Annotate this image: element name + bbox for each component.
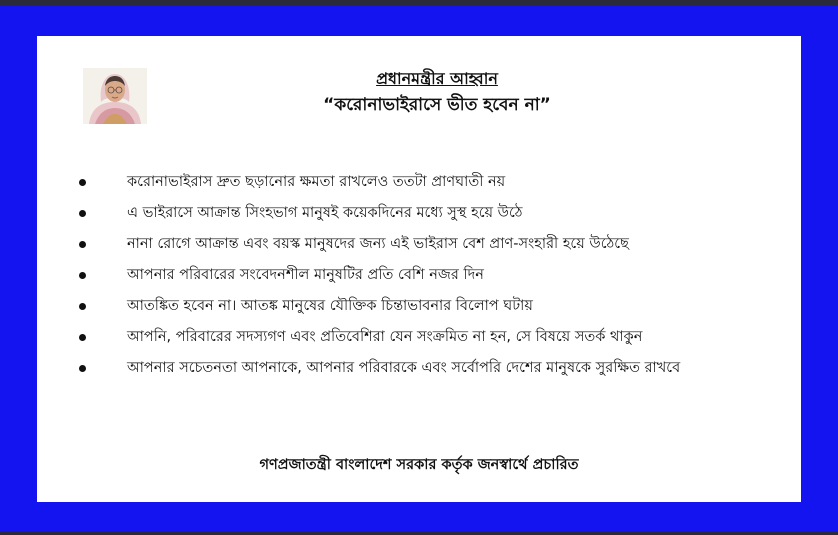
page-title: প্রধানমন্ত্রীর আহ্বান (376, 69, 498, 88)
title-block (237, 68, 637, 118)
notice-card (37, 36, 801, 502)
advice-list (77, 170, 777, 387)
bullet-dot-icon (79, 334, 86, 341)
portrait-image (83, 68, 147, 124)
portrait-illustration (83, 68, 147, 124)
list-item-text: আপনার পরিবারের সংবেদনশীল মানুষটির প্রতি বেশি নজর দিন (127, 267, 484, 283)
list-item (77, 356, 777, 380)
list-item-text: আপনার সচেতনতা আপনাকে, আপনার পরিবারকে এবং সর্বোপরি দেশের মানুষকে সুরক্ষিত রাখবে (127, 360, 681, 376)
list-item (77, 294, 777, 318)
list-item (77, 232, 777, 256)
bullet-dot-icon (79, 179, 86, 186)
list-item-text: আপনি, পরিবারের সদস্যগণ এবং প্রতিবেশিরা যেন সংক্রমিত না হন, সে বিষয়ে সতর্ক থাকুন (127, 329, 643, 345)
top-edge-strip (0, 0, 838, 6)
list-item (77, 201, 777, 225)
footer-credit: গণপ্রজাতন্ত্রী বাংলাদেশ সরকার কর্তৃক জনস্বার্থে প্রচারিত (259, 457, 579, 473)
list-item (77, 170, 777, 194)
list-item-text: আতঙ্কিত হবেন না। আতঙ্ক মানুষের যৌক্তিক চিন্তাভাবনার বিলোপ ঘটায় (127, 298, 533, 314)
page-subtitle: “করোনাভাইরাসে ভীত হবেন না” (323, 95, 551, 115)
list-item-text: করোনাভাইরাস দ্রুত ছড়ানোর ক্ষমতা রাখলেও ততটা প্রাণঘাতী নয় (127, 174, 506, 190)
list-item-text: নানা রোগে আক্রান্ত এবং বয়স্ক মানুষদের জন্য এই ভাইরাস বেশ প্রাণ-সংহারী হয়ে উঠেছে (127, 236, 629, 252)
bullet-dot-icon (79, 303, 86, 310)
list-item-text: এ ভাইরাসে আক্রান্ত সিংহভাগ মানুষই কয়েকদিনের মধ্যে সুস্থ হয়ে উঠে (127, 205, 523, 221)
bullet-dot-icon (79, 210, 86, 217)
bullet-dot-icon (79, 272, 86, 279)
bullet-dot-icon (79, 241, 86, 248)
list-item (77, 263, 777, 287)
bullet-dot-icon (79, 365, 86, 372)
list-item (77, 325, 777, 349)
bottom-edge-strip (0, 531, 838, 535)
